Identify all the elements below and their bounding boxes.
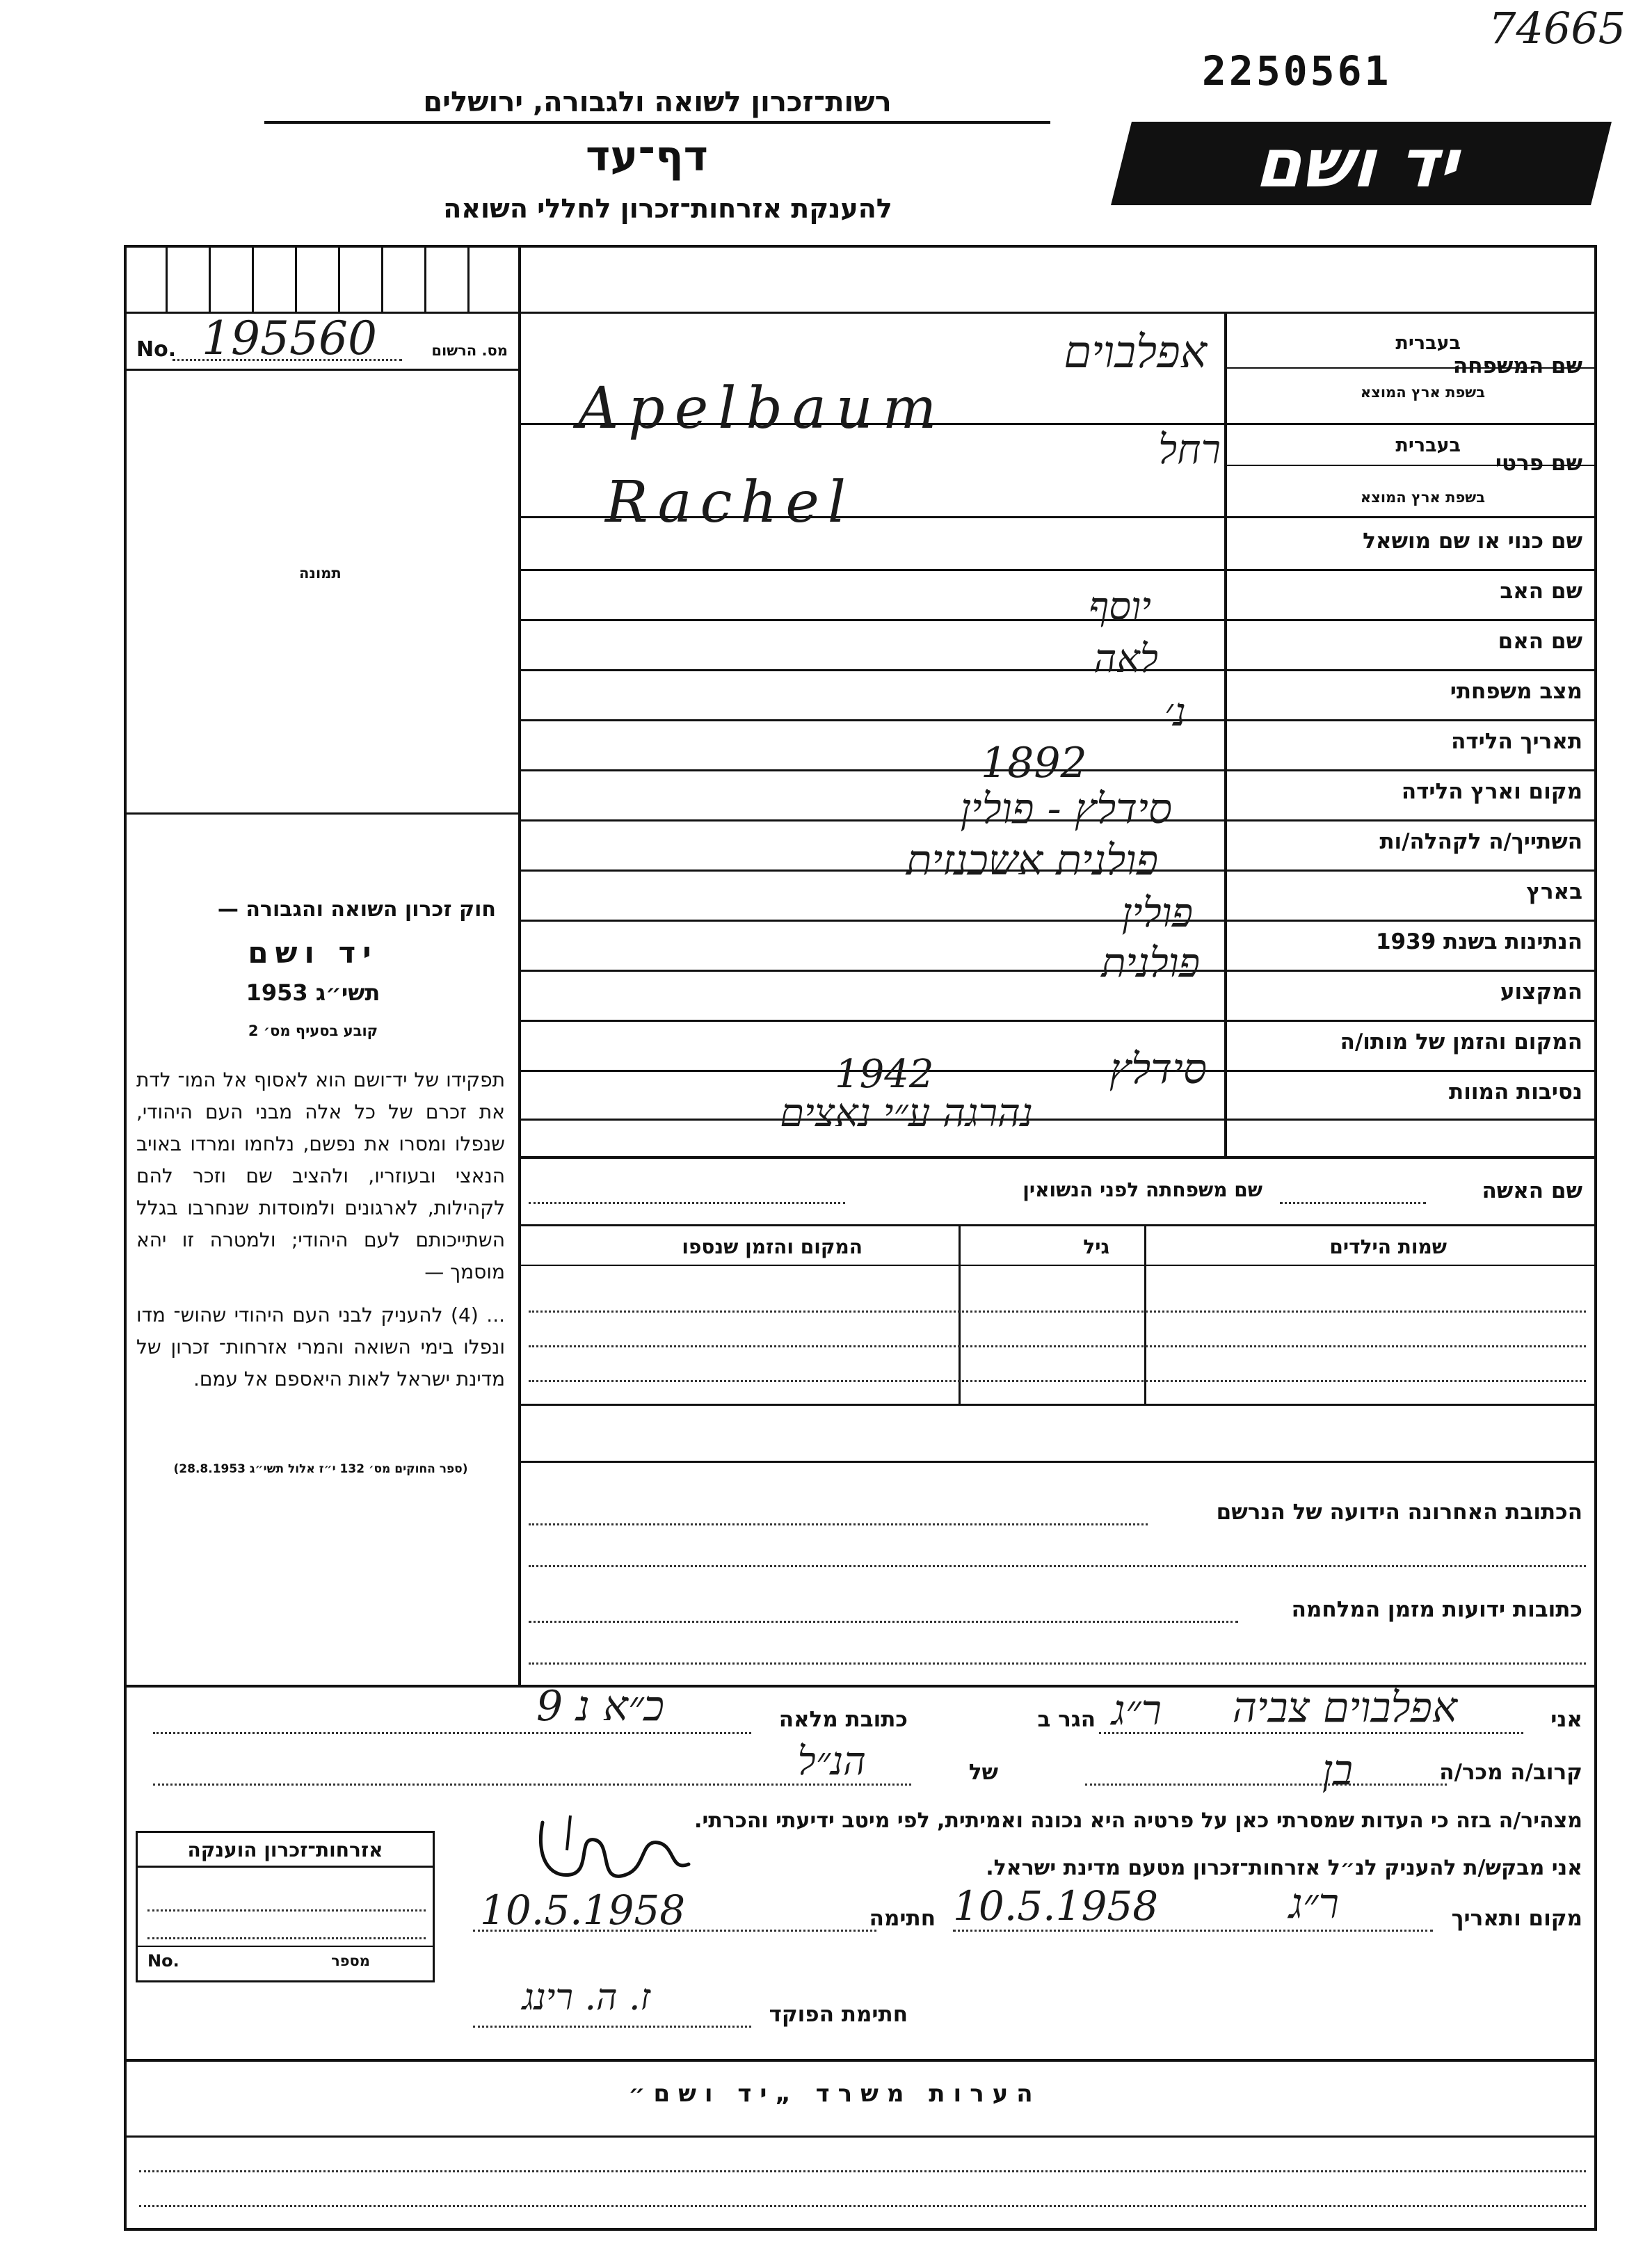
reg-no-label: No. — [136, 337, 177, 362]
country-value: פולין — [1121, 889, 1193, 936]
statement-line-2: אני מבקש/ת להעניק לנ״ל אזרחות־זכרון מטעם מדינת ישראל. — [986, 1856, 1582, 1880]
community-label: השתייך/ה לקהלה/ות — [1379, 829, 1582, 854]
first-name-label: שם פרטי — [1495, 451, 1582, 476]
family-name-label: שם המשפחה — [1452, 353, 1582, 378]
place-value: ר״ג — [1288, 1880, 1339, 1928]
birth-date-value: 1892 — [981, 739, 1087, 787]
marital-label: מצב משפחתי — [1450, 679, 1582, 704]
first-hebrew-label: בעברית — [1395, 435, 1461, 456]
handwritten-reference: 74665 — [1489, 3, 1626, 54]
place-date-label: מקום ותאריך — [1451, 1906, 1582, 1931]
mother-label: שם האם — [1498, 629, 1582, 654]
death-place-label: המקום והזמן של מותו/ה — [1340, 1029, 1582, 1055]
death-circumstances-label: נסיבות המוות — [1449, 1080, 1582, 1105]
citizenship-label: הנתינות בשנת 1939 — [1375, 929, 1582, 954]
wartime-address-label: כתובות ידועות מזמן המלחמה — [1291, 1597, 1582, 1622]
first-name-latin: Rachel — [605, 470, 854, 536]
of-value: הנ״ל — [797, 1739, 866, 1784]
relation-value: בן — [1322, 1746, 1353, 1795]
certificate-title: אזרחות־זכרון הוענקה — [138, 1838, 433, 1868]
law-text-2: ... (4) להעניק לבני העם היהודי שהוש־ מדו ונפלו בימי השואה והמרי אזרחות־ זכרון של מדינת ישראל לאות היאספם אל עמם. — [136, 1304, 505, 1391]
children-header: שמות הילדים — [1329, 1235, 1447, 1258]
officer-signature: ז. ה. רינג — [522, 1977, 650, 2019]
law-title: חוק זכרון השואה והגבורה — — [217, 897, 496, 922]
resides-label: הגר ב — [1037, 1707, 1096, 1732]
signature-date: 10.5.1958 — [480, 1886, 686, 1934]
form-title: דף־עד — [586, 132, 708, 181]
declarant-signature — [529, 1809, 696, 1899]
age-header: גיל — [1083, 1235, 1109, 1258]
certificate-no-label: No. — [147, 1951, 179, 1971]
law-reference: (ספר החוקים מס׳ 132 י״ז אלול תשי״ג 28.8.1953) — [173, 1462, 468, 1476]
authority-name: רשות־זכרון לשואה ולגבורה, ירושלים — [264, 86, 1050, 124]
family-name-latin: Apelbaum — [577, 376, 947, 442]
photo-label: תמונה — [299, 565, 342, 582]
first-name-hebrew: רחל — [1158, 426, 1221, 473]
birth-place-value: סידלץ - פולין — [960, 785, 1172, 833]
wife-label: שם האשה — [1482, 1178, 1582, 1203]
mother-value: לאה — [1093, 636, 1158, 682]
nickname-label: שם כנוי או שם מושאל — [1363, 529, 1582, 554]
certificate-number-label: מספר — [331, 1953, 370, 1969]
law-text-1: תפקידו של יד־ושם הוא לאסוף אל המו־ לדת את זכרם של כל אלה מבני העם היהודי, שנפלו ומסרו את נפשם, נלחמו ומרדו באויב הנאצי ובעוזריו, ולהציב שם וזכר להם לקהילות, לארגונים ולמוסדות שנחרבו בגלל השתייכותם לעם היהודי; ולמטרה זו יהא מוסמך — — [136, 1068, 505, 1283]
law-name: יד ושם — [248, 936, 378, 970]
birth-date-label: תאריך הלידה — [1451, 729, 1582, 754]
marital-value: נ׳ — [1164, 690, 1186, 735]
statement-line-1: מצהיר/ה בזה כי העדות שמסרתי כאן על פרטיה היא נכונה ואמיתית, לפי מיטב ידיעתי והכרתי. — [694, 1809, 1582, 1833]
full-address-label: כתובת מלאה — [778, 1707, 908, 1732]
law-clause: קובע בסעיף מס׳ 2 — [248, 1023, 378, 1039]
officer-signature-label: חתימת הפוקד — [769, 2002, 908, 2027]
law-year: תשי״ג 1953 — [246, 979, 380, 1006]
registration-number: 195560 — [202, 312, 377, 365]
family-origin-label: בשפת ארץ המוצא — [1360, 384, 1485, 401]
profession-label: המקצוע — [1500, 979, 1582, 1004]
family-name-hebrew: אפלבוים — [1064, 327, 1207, 378]
maiden-name-label: שם משפחתה לפני הנשואין — [1023, 1178, 1262, 1201]
children-place-header: המקום והזמן שנספו — [682, 1235, 863, 1258]
citizenship-value: פולנית — [1101, 939, 1200, 986]
death-circumstances-value: נהרגה ע״י נאצים — [780, 1091, 1033, 1136]
yad-vashem-logo: יד ושם — [1111, 122, 1612, 205]
declarant-name: אפלבוים צביה — [1232, 1683, 1457, 1732]
declarant-i-label: אני — [1550, 1707, 1582, 1732]
office-notes-title: הערות משרד „יד ושם״ — [628, 2080, 1041, 2108]
last-address-label: הכתובת האחרונה הידועה של הנרשם — [1216, 1500, 1582, 1525]
first-origin-label: בשפת ארץ המוצא — [1360, 489, 1485, 506]
father-value: יוסף — [1089, 584, 1151, 630]
birth-place-label: מקום וארץ הלידה — [1401, 779, 1582, 804]
country-label: בארץ — [1526, 879, 1582, 904]
relation-label: קרוב/ה מכר/ה — [1439, 1760, 1582, 1785]
resides-value: ר״ג — [1111, 1686, 1162, 1735]
serial-number: 2250561 — [1202, 47, 1392, 95]
community-value: פולנית אשכנזית — [906, 836, 1158, 885]
death-year-value: 1942 — [835, 1052, 934, 1097]
father-label: שם האב — [1500, 579, 1582, 604]
full-address-value: כ״א נ 9 — [536, 1682, 664, 1731]
family-hebrew-label: בעברית — [1395, 332, 1461, 354]
death-place-value: סידלץ — [1109, 1045, 1207, 1093]
signature-label: חתימה — [869, 1906, 936, 1931]
certificate-box — [136, 1831, 435, 1982]
declaration-date: 10.5.1958 — [953, 1882, 1159, 1930]
form-subtitle: להענקת אזרחות־זכרון לחללי השואה — [443, 193, 892, 224]
reg-label: מס. הרשום — [431, 342, 508, 359]
of-label: של — [968, 1760, 998, 1785]
